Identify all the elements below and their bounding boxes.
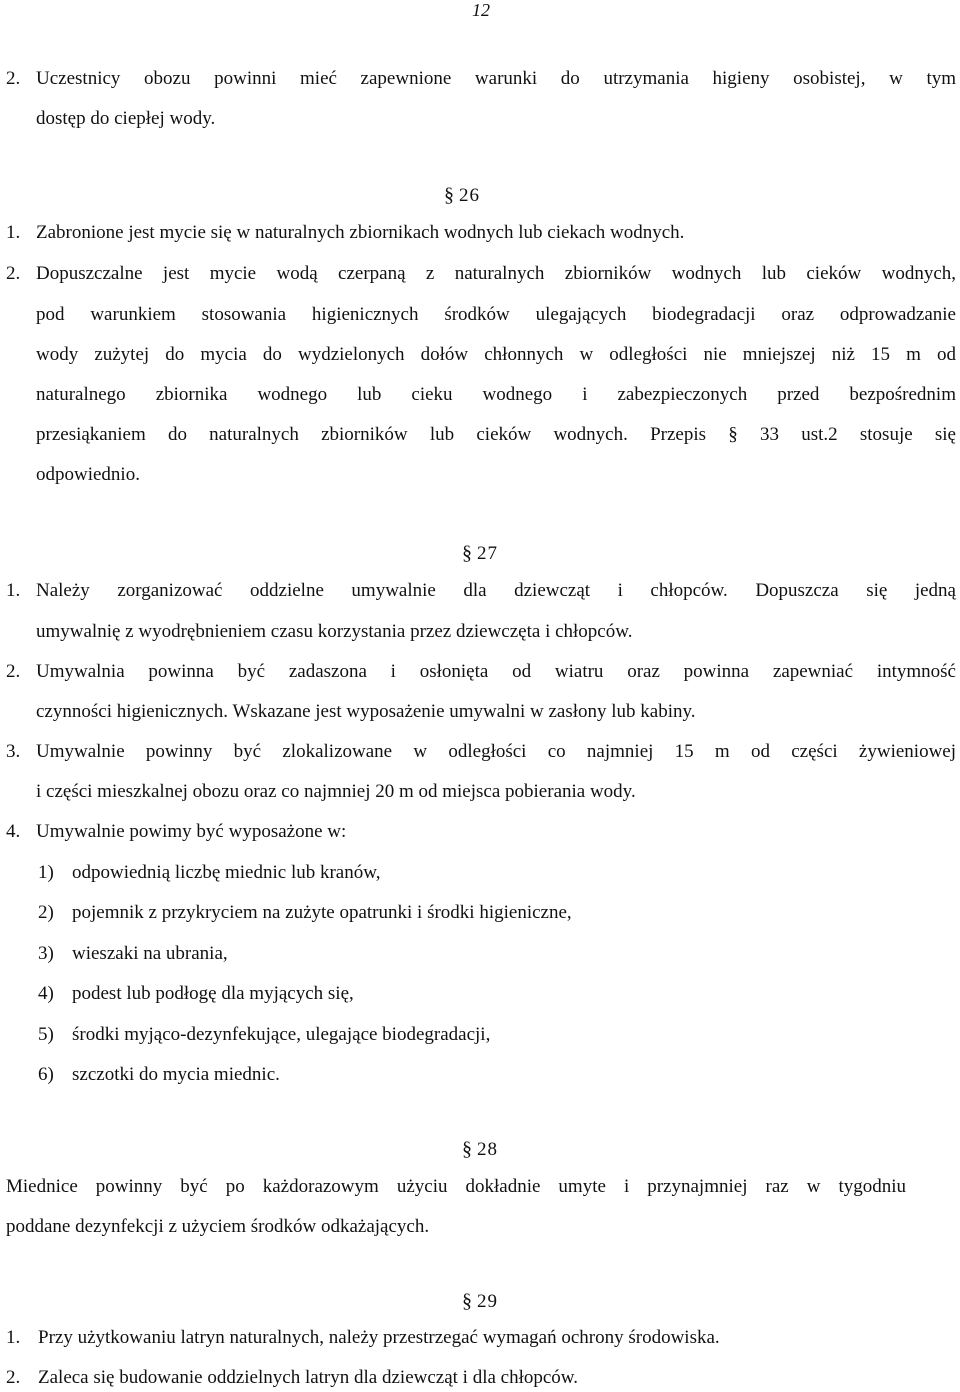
section-symbol: §	[444, 184, 455, 206]
sublist-text: szczotki do mycia miednic.	[72, 1064, 280, 1085]
text-line: Dopuszczalne jest mycie wodą czerpaną z naturalnych zbiorników wodnych lub cieków wodnych,	[36, 263, 956, 284]
item-number: 1.	[6, 580, 21, 601]
item-number: 1.	[6, 222, 21, 243]
item-number: 4.	[6, 821, 21, 842]
text-line: pod warunkiem stosowania higienicznych środków ulegających biodegradacji oraz odprowadzanie	[36, 304, 956, 325]
item-number: 1.	[6, 1327, 21, 1348]
text-line: poddane dezynfekcji z użyciem środków odkażających.	[6, 1216, 430, 1237]
text-line: przesiąkaniem do naturalnych zbiorników lub cieków wodnych. Przepis § 33 ust.2 stosuje się	[36, 424, 956, 445]
text-line: Miednice powinny być po każdorazowym użyciu dokładnie umyte i przynajmniej raz w tygodniu	[6, 1176, 906, 1197]
text-line: Umywalnie powinny być zlokalizowane w odległości co najmniej 15 m od części żywieniowej	[36, 741, 956, 762]
sublist-number: 6)	[38, 1064, 54, 1085]
section-symbol: §	[462, 1290, 473, 1312]
sublist-text: pojemnik z przykryciem na zużyte opatrunki i środki higieniczne,	[72, 902, 572, 923]
text-line: Przy użytkowaniu latryn naturalnych, należy przestrzegać wymagań ochrony środowiska.	[38, 1327, 720, 1348]
section-heading-27	[462, 542, 498, 565]
section-heading-26	[444, 184, 480, 207]
text-line: Uczestnicy obozu powinni mieć zapewnione warunki do utrzymania higieny osobistej, w tym	[36, 68, 956, 89]
item-number: 2.	[6, 1367, 21, 1388]
item-number: 2.	[6, 661, 21, 682]
sublist-text: środki myjąco-dezynfekujące, ulegające biodegradacji,	[72, 1024, 491, 1045]
section-number: 26	[459, 185, 480, 206]
text-line: naturalnego zbiornika wodnego lub cieku wodnego i zabezpieczonych przed bezpośrednim	[36, 384, 956, 405]
item-number: 3.	[6, 741, 21, 762]
text-line: Umywalnia powinna być zadaszona i osłonięta od wiatru oraz powinna zapewniać intymność	[36, 661, 956, 682]
text-line: Zabronione jest mycie się w naturalnych zbiornikach wodnych lub ciekach wodnych.	[36, 222, 685, 243]
text-line: Umywalnie powimy być wyposażone w:	[36, 821, 347, 842]
section-number: 28	[477, 1139, 498, 1160]
text-line: wody zużytej do mycia do wydzielonych dołów chłonnych w odległości nie mniejszej niż 15 m od	[36, 344, 956, 365]
text-line: umywalnię z wyodrębnieniem czasu korzystania przez dziewczęta i chłopców.	[36, 621, 633, 642]
sublist-number: 1)	[38, 862, 54, 883]
section-number: 27	[477, 543, 498, 564]
text-line: Zaleca się budowanie oddzielnych latryn dla dziewcząt i dla chłopców.	[38, 1367, 579, 1388]
text-line: i części mieszkalnej obozu oraz co najmniej 20 m od miejsca pobierania wody.	[36, 781, 636, 802]
item-number: 2.	[6, 263, 21, 284]
sublist-number: 4)	[38, 983, 54, 1004]
sublist-text: wieszaki na ubrania,	[72, 943, 228, 964]
section-symbol: §	[462, 1138, 473, 1160]
sublist-number: 3)	[38, 943, 54, 964]
sublist-number: 2)	[38, 902, 54, 923]
text-line: dostęp do ciepłej wody.	[36, 108, 216, 129]
page-number: 12	[472, 0, 490, 20]
section-heading-28	[462, 1138, 498, 1161]
sublist-text: odpowiednią liczbę miednic lub kranów,	[72, 862, 381, 883]
sublist-text: podest lub podłogę dla myjących się,	[72, 983, 354, 1004]
section-symbol: §	[462, 542, 473, 564]
text-line: odpowiednio.	[36, 464, 140, 485]
section-number: 29	[477, 1291, 498, 1312]
text-line: czynności higienicznych. Wskazane jest wyposażenie umywalni w zasłony lub kabiny.	[36, 701, 696, 722]
text-line: Należy zorganizować oddzielne umywalnie dla dziewcząt i chłopców. Dopuszcza się jedną	[36, 580, 956, 601]
item-number: 2.	[6, 68, 21, 89]
section-heading-29	[462, 1290, 498, 1313]
sublist-number: 5)	[38, 1024, 54, 1045]
